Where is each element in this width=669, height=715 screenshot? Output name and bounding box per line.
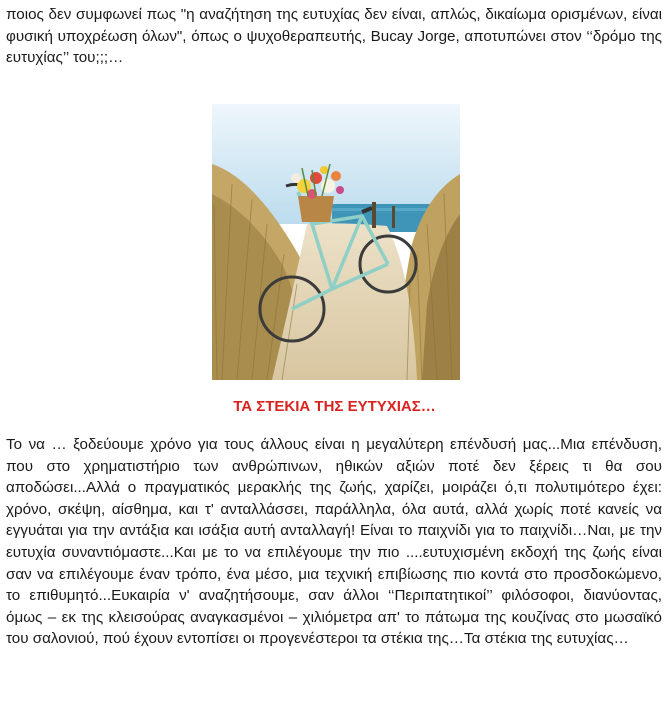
section-heading: ΤΑ ΣΤΕΚΙΑ ΤΗΣ ΕΥΤΥΧΙΑΣ… [233,398,436,415]
intro-paragraph: ποιος δεν συμφωνεί πως "η αναζήτηση της ευτυχίας δεν είναι, απλώς, δικαίωμα ορισμένων, είναι φυσική υποχρέωση όλων", όπως ο ψυχοθεραπευτής, Bucay Jorge, αποτυπώνει στον ‘‘δρόμο της ευτυχίας’’ του;;;… [6,6,662,67]
bicycle-beach-photo [212,104,460,380]
body-paragraph: Το να … ξοδεύουμε χρόνο για τους άλλους είναι η μεγαλύτερη επένδυσή μας...Μια επένδυση, που στο χρηματιστήριο των ανθρώπινων, ηθικών αξιών ποτέ δεν ξέρεις τι θα σου αποδώσει...Αλλά ο πραγματικός μερακλής της ζωής, χαρίζει, μοιράζει ό,τι πολυτιμότερο έχει: χρόνο, σκέψη, αίσθημα, και τ' ανταλλάσσει, παράλληλα, όλα αυτά, αλλά χωρίς ποτέ κανείς να εγγυάται για την αντάξια και ισάξια αυτή ανταλλαγή! Είναι το παιχνίδι για το παιχνίδι…Ναι, με την ευτυχία συναντιόμαστε...Και με το να επιλέγουμε την πιο ....ευτυχισμένη εκδοχή της ζωής είναι σαν να επιλέγουμε έναν τρόπο, ένα μέσο, μια τεχνική επιβίωσης πιο κοντά στο προσδοκώμενο, το επιθυμητό...Ευκαιρία ν' αναζητήσουμε, σαν άλλοι ‘‘Περιπατητικοί’’ φιλόσοφοι, διανύοντας, όμως – εκ της κλεισούρας αναγκασμένοι – χιλιόμετρα απ' το πάτωμα της κουζίνας στο μωσαϊκό του σαλονιού, πού έχουν εντοπίσει οι προγενέστεροι τα στέκια της…Τα στέκια της ευτυχίας… [6,436,662,648]
